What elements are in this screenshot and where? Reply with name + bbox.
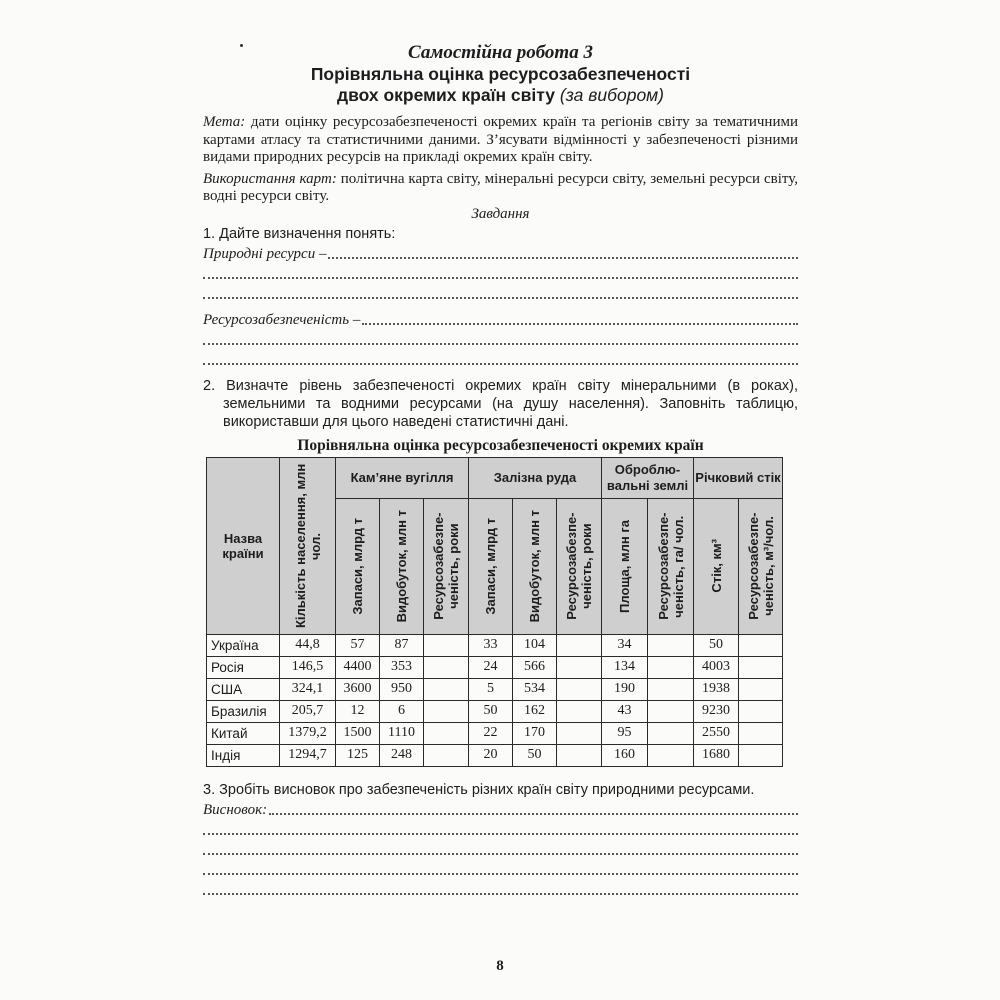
- cell-coal-supply[interactable]: [424, 678, 469, 700]
- cell-land-area: 95: [602, 722, 648, 744]
- subtitle-line-1: Порівняльна оцінка ресурсозабезпеченості: [310, 64, 691, 84]
- header-ore-reserves-label: Запаси, млрд т: [483, 517, 498, 615]
- cell-population: 146,5: [280, 656, 336, 678]
- cell-land-area: 190: [602, 678, 648, 700]
- cell-river-supply[interactable]: [739, 656, 783, 678]
- cell-coal-output: 950: [380, 678, 424, 700]
- header-group-coal: Кам’яне вугілля: [336, 457, 469, 498]
- cell-country: Бразилія: [207, 700, 280, 722]
- term-natural-resources: Природні ресурси –: [203, 245, 327, 262]
- cell-population: 324,1: [280, 678, 336, 700]
- header-land-supply: [648, 498, 694, 634]
- goal-text: дати оцінку ресурсозабезпеченості окремих країн та регіонів світу за тематичними картами атласу та статистичними даними. З’ясувати відмінності у забезпеченості різними видами природних ресурсів на прикладі окремих країн світу.: [203, 114, 799, 165]
- header-coal-supply: [424, 498, 469, 634]
- page-number: 8: [496, 958, 504, 974]
- cell-ore-supply[interactable]: [557, 700, 602, 722]
- header-country-label: Назва країни: [222, 530, 264, 561]
- conclusion-row[interactable]: [203, 799, 798, 819]
- cell-coal-output: 6: [380, 700, 424, 722]
- answer-line[interactable]: [203, 879, 798, 899]
- table-title: Порівняльна оцінка ресурсозабезпеченості окремих країн: [297, 436, 704, 454]
- cell-land-area: 43: [602, 700, 648, 722]
- maps-label: Використання карт:: [203, 170, 337, 187]
- answer-line[interactable]: [203, 349, 798, 369]
- header-population: [280, 457, 336, 634]
- cell-coal-supply[interactable]: [424, 634, 469, 656]
- maps-paragraph: [203, 171, 798, 206]
- cell-ore-output: 566: [513, 656, 557, 678]
- cell-river-flow: 4003: [694, 656, 739, 678]
- cell-country: Індія: [207, 744, 280, 766]
- cell-ore-reserves: 33: [469, 634, 513, 656]
- answer-line[interactable]: [203, 859, 798, 879]
- cell-river-flow: 50: [694, 634, 739, 656]
- cell-coal-reserves: 3600: [336, 678, 380, 700]
- cell-coal-supply[interactable]: [424, 700, 469, 722]
- cell-coal-supply[interactable]: [424, 656, 469, 678]
- table-row: [207, 678, 783, 700]
- cell-land-supply[interactable]: [648, 744, 694, 766]
- header-river-flow: [694, 498, 739, 634]
- cell-land-area: 134: [602, 656, 648, 678]
- answer-line[interactable]: [203, 263, 798, 283]
- conclusion-label: Висновок:: [203, 801, 268, 818]
- cell-ore-output: 104: [513, 634, 557, 656]
- cell-country: Китай: [207, 722, 280, 744]
- header-land-area: [602, 498, 648, 634]
- header-ore-reserves: [469, 498, 513, 634]
- cell-river-supply[interactable]: [739, 634, 783, 656]
- cell-coal-reserves: 4400: [336, 656, 380, 678]
- definition-resource-supply[interactable]: [203, 309, 798, 329]
- header-coal-reserves: [336, 498, 380, 634]
- term-resource-supply: Ресурсозабезпеченість –: [203, 311, 361, 328]
- cell-coal-output: 353: [380, 656, 424, 678]
- header-river-flow-label: Стік, км³: [708, 539, 724, 593]
- cell-river-supply[interactable]: [739, 744, 783, 766]
- table-row: [207, 744, 783, 766]
- answer-line: [269, 812, 798, 815]
- cell-ore-reserves: 24: [469, 656, 513, 678]
- answer-line[interactable]: [203, 819, 798, 839]
- resource-table: [206, 457, 783, 767]
- cell-coal-reserves: 57: [336, 634, 380, 656]
- subtitle-line-2: [203, 85, 798, 106]
- cell-coal-reserves: 12: [336, 700, 380, 722]
- cell-coal-supply[interactable]: [424, 744, 469, 766]
- header-river-supply-label: Ресурсозабезпе-ченість, м³/чол.: [745, 512, 776, 620]
- answer-line: [328, 256, 798, 259]
- goal-paragraph: [203, 114, 798, 167]
- header-group-ore: Залізна руда: [469, 457, 602, 498]
- table-row: [207, 722, 783, 744]
- cell-land-supply[interactable]: [648, 656, 694, 678]
- header-group-land: Оброблю-вальні землі: [602, 457, 694, 498]
- cell-land-supply[interactable]: [648, 678, 694, 700]
- header-coal-output-label: Видобуток, млн т: [394, 509, 409, 623]
- cell-land-area: 34: [602, 634, 648, 656]
- cell-coal-supply[interactable]: [424, 722, 469, 744]
- header-coal-reserves-label: Запаси, млрд т: [350, 517, 365, 615]
- cell-river-flow: 2550: [694, 722, 739, 744]
- cell-land-supply[interactable]: [648, 700, 694, 722]
- table-row: [207, 700, 783, 722]
- cell-ore-reserves: 5: [469, 678, 513, 700]
- cell-population: 44,8: [280, 634, 336, 656]
- cell-river-supply[interactable]: [739, 700, 783, 722]
- answer-line: [362, 322, 798, 325]
- cell-country: США: [207, 678, 280, 700]
- subtitle-note: (за вибором): [559, 85, 665, 105]
- cell-ore-supply[interactable]: [557, 744, 602, 766]
- cell-ore-output: 534: [513, 678, 557, 700]
- answer-line[interactable]: [203, 839, 798, 859]
- tasks-heading: Завдання: [471, 205, 530, 222]
- header-river-supply: [739, 498, 783, 634]
- cell-land-area: 160: [602, 744, 648, 766]
- definition-natural-resources[interactable]: [203, 243, 798, 263]
- header-group-river: Річковий стік: [694, 457, 783, 498]
- cell-river-supply[interactable]: [739, 678, 783, 700]
- task-2: 2. Визначте рівень забезпеченості окремих країн світу мінеральними (в роках), земельними та водними ресурсами (на душу населення). Заповніть таблицю, використавши для цього наведені статистичні дані.: [203, 377, 798, 430]
- cell-coal-output: 87: [380, 634, 424, 656]
- table-row: [207, 634, 783, 656]
- page-content: [203, 42, 798, 899]
- header-population-label: Кількість населення, млн чол.: [292, 463, 323, 628]
- cell-ore-output: 170: [513, 722, 557, 744]
- cell-country: Україна: [207, 634, 280, 656]
- cell-coal-output: 248: [380, 744, 424, 766]
- cell-ore-supply[interactable]: [557, 634, 602, 656]
- header-land-area-label: Площа, млн га: [617, 519, 632, 613]
- cell-ore-supply[interactable]: [557, 656, 602, 678]
- cell-coal-output: 1110: [380, 722, 424, 744]
- header-coal-output: [380, 498, 424, 634]
- cell-ore-supply[interactable]: [557, 722, 602, 744]
- answer-line[interactable]: [203, 283, 798, 303]
- cell-ore-output: 50: [513, 744, 557, 766]
- cell-river-flow: 1680: [694, 744, 739, 766]
- task-1: 1. Дайте визначення понять:: [203, 225, 396, 242]
- header-ore-output: [513, 498, 557, 634]
- cell-country: Росія: [207, 656, 280, 678]
- header-ore-supply-label: Ресурсозабезпе-ченість, роки: [564, 512, 594, 620]
- work-title: Самостійна робота 3: [408, 42, 593, 63]
- cell-ore-reserves: 20: [469, 744, 513, 766]
- cell-ore-reserves: 50: [469, 700, 513, 722]
- cell-ore-supply[interactable]: [557, 678, 602, 700]
- cell-land-supply[interactable]: [648, 634, 694, 656]
- cell-coal-reserves: 1500: [336, 722, 380, 744]
- header-country: [207, 457, 280, 634]
- cell-land-supply[interactable]: [648, 722, 694, 744]
- header-land-supply-label: Ресурсозабезпе-ченість, га/ чол.: [655, 512, 686, 620]
- cell-river-supply[interactable]: [739, 722, 783, 744]
- header-ore-supply: [557, 498, 602, 634]
- cell-river-flow: 9230: [694, 700, 739, 722]
- cell-river-flow: 1938: [694, 678, 739, 700]
- cell-population: 1379,2: [280, 722, 336, 744]
- cell-population: 1294,7: [280, 744, 336, 766]
- subtitle-line-2-text: двох окремих країн світу: [336, 85, 556, 105]
- table-row: [207, 656, 783, 678]
- maps-text: політична карта світу, мінеральні ресурси світу, земельні ресурси світу, водні ресурси світу.: [203, 170, 798, 204]
- cell-coal-reserves: 125: [336, 744, 380, 766]
- header-coal-supply-label: Ресурсозабезпе-ченість, роки: [431, 512, 461, 620]
- goal-label: Мета:: [203, 114, 246, 130]
- cell-ore-reserves: 22: [469, 722, 513, 744]
- answer-line[interactable]: [203, 329, 798, 349]
- task-3: 3. Зробіть висновок про забезпеченість різних країн світу природними ресурсами.: [203, 781, 755, 798]
- header-ore-output-label: Видобуток, млн т: [527, 509, 542, 623]
- cell-population: 205,7: [280, 700, 336, 722]
- cell-ore-output: 162: [513, 700, 557, 722]
